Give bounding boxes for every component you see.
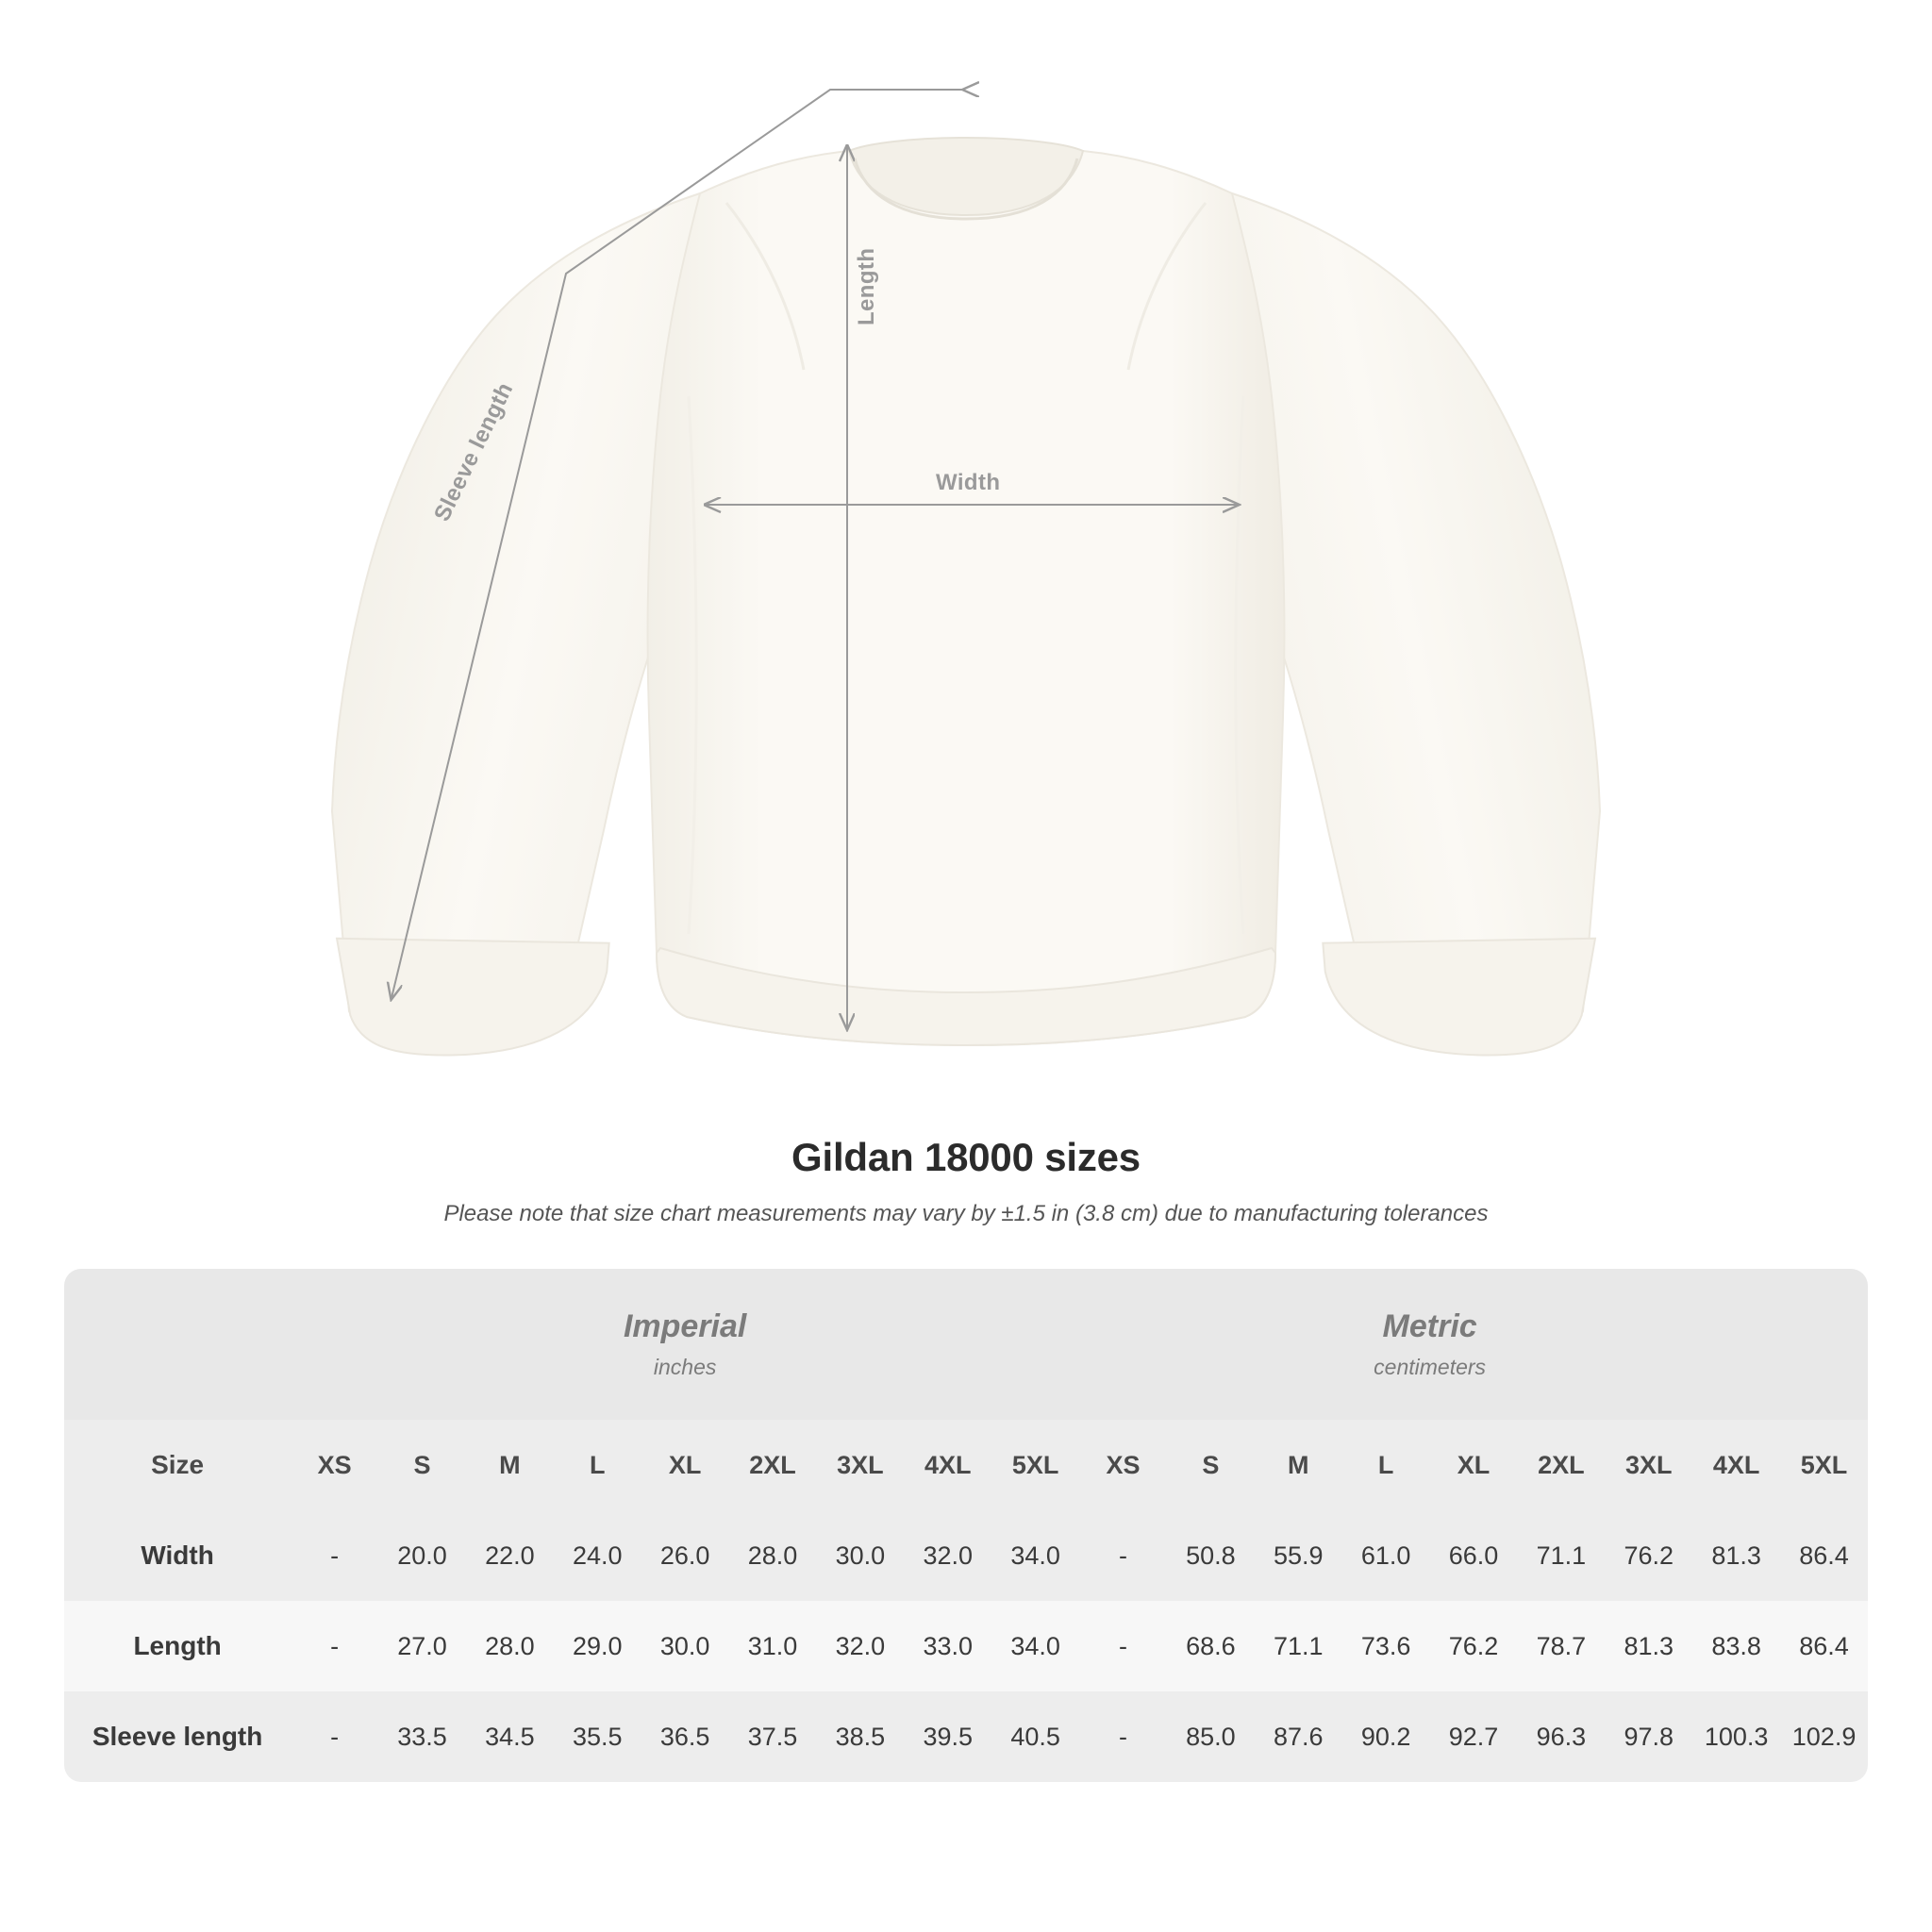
cell-length-3: 29.0 (554, 1601, 641, 1691)
width-dimension-label: Width (936, 470, 1001, 495)
header-size-4xl-imperial: 4XL (904, 1420, 991, 1510)
cell-sleeve-6: 38.5 (816, 1691, 904, 1782)
cell-width-8: 34.0 (991, 1510, 1079, 1601)
length-dimension-label: Length (854, 247, 879, 325)
table-row (64, 1691, 1868, 1782)
cell-sleeve-7: 39.5 (904, 1691, 991, 1782)
cell-width-6: 30.0 (816, 1510, 904, 1601)
header-size-3xl-imperial: 3XL (816, 1420, 904, 1510)
unit-header-row (64, 1269, 1868, 1420)
cell-width-7: 32.0 (904, 1510, 991, 1601)
cell-width-1: 20.0 (378, 1510, 466, 1601)
size-table-container (64, 1269, 1868, 1782)
cell-length-13: 76.2 (1430, 1601, 1518, 1691)
header-size-label: Size (64, 1420, 291, 1510)
row-label-sleeve-length: Sleeve length (64, 1691, 291, 1782)
cell-sleeve-13: 92.7 (1430, 1691, 1518, 1782)
page-title: Gildan 18000 sizes (791, 1135, 1141, 1179)
cell-sleeve-14: 96.3 (1517, 1691, 1605, 1782)
cell-length-14: 78.7 (1517, 1601, 1605, 1691)
table-row (64, 1601, 1868, 1691)
cell-length-2: 28.0 (466, 1601, 554, 1691)
cell-width-14: 71.1 (1517, 1510, 1605, 1601)
cell-width-5: 28.0 (729, 1510, 817, 1601)
header-size-2xl-imperial: 2XL (729, 1420, 817, 1510)
cell-width-2: 22.0 (466, 1510, 554, 1601)
unit-header-metric-end (1780, 1269, 1868, 1420)
cell-length-12: 73.6 (1342, 1601, 1430, 1691)
cell-sleeve-12: 90.2 (1342, 1691, 1430, 1782)
header-size-m-imperial: M (466, 1420, 554, 1510)
cell-sleeve-17: 102.9 (1780, 1691, 1868, 1782)
cell-width-10: 50.8 (1167, 1510, 1255, 1601)
header-size-2xl-metric: 2XL (1517, 1420, 1605, 1510)
cell-sleeve-1: 33.5 (378, 1691, 466, 1782)
cell-length-11: 71.1 (1255, 1601, 1342, 1691)
cell-sleeve-3: 35.5 (554, 1691, 641, 1782)
header-size-l-imperial: L (554, 1420, 641, 1510)
cell-sleeve-16: 100.3 (1692, 1691, 1780, 1782)
size-table (64, 1269, 1868, 1782)
cell-length-7: 33.0 (904, 1601, 991, 1691)
cell-width-16: 81.3 (1692, 1510, 1780, 1601)
cell-sleeve-15: 97.8 (1605, 1691, 1692, 1782)
cell-width-15: 76.2 (1605, 1510, 1692, 1601)
sleeve-length-dimension-label: Sleeve length (429, 378, 519, 525)
header-size-xl-metric: XL (1430, 1420, 1518, 1510)
header-size-l-metric: L (1342, 1420, 1430, 1510)
header-size-4xl-metric: 4XL (1692, 1420, 1780, 1510)
unit-header-imperial (291, 1269, 1079, 1420)
cell-length-17: 86.4 (1780, 1601, 1868, 1691)
tolerance-note: Please note that size chart measurements may vary by ±1.5 in (3.8 cm) due to manufacturing tolerances (443, 1201, 1489, 1226)
cell-length-10: 68.6 (1167, 1601, 1255, 1691)
cell-sleeve-0: - (291, 1691, 378, 1782)
cell-length-6: 32.0 (816, 1601, 904, 1691)
cell-width-12: 61.0 (1342, 1510, 1430, 1601)
cell-width-11: 55.9 (1255, 1510, 1342, 1601)
unit-header-spacer (64, 1269, 291, 1420)
row-label-length: Length (64, 1601, 291, 1691)
header-size-xs-metric: XS (1079, 1420, 1167, 1510)
header-size-xs-imperial: XS (291, 1420, 378, 1510)
header-size-5xl-imperial: 5XL (991, 1420, 1079, 1510)
sweatshirt-shape (332, 138, 1600, 1061)
cell-width-9: - (1079, 1510, 1167, 1601)
cell-sleeve-11: 87.6 (1255, 1691, 1342, 1782)
title-block (0, 1135, 1932, 1227)
table-row (64, 1510, 1868, 1601)
header-size-5xl-metric: 5XL (1780, 1420, 1868, 1510)
cell-sleeve-10: 85.0 (1167, 1691, 1255, 1782)
unit-header-metric (1079, 1269, 1780, 1420)
cell-width-17: 86.4 (1780, 1510, 1868, 1601)
cell-length-5: 31.0 (729, 1601, 817, 1691)
unit-header-imperial-sub: inches (653, 1355, 717, 1379)
unit-header-metric-sub: centimeters (1374, 1355, 1487, 1379)
header-size-s-metric: S (1167, 1420, 1255, 1510)
header-size-m-metric: M (1255, 1420, 1342, 1510)
cell-width-0: - (291, 1510, 378, 1601)
cell-length-15: 81.3 (1605, 1601, 1692, 1691)
cell-width-3: 24.0 (554, 1510, 641, 1601)
cell-sleeve-5: 37.5 (729, 1691, 817, 1782)
header-size-xl-imperial: XL (641, 1420, 729, 1510)
cell-sleeve-2: 34.5 (466, 1691, 554, 1782)
row-label-width: Width (64, 1510, 291, 1601)
cell-length-16: 83.8 (1692, 1601, 1780, 1691)
cell-length-1: 27.0 (378, 1601, 466, 1691)
cell-width-4: 26.0 (641, 1510, 729, 1601)
cell-sleeve-9: - (1079, 1691, 1167, 1782)
header-size-3xl-metric: 3XL (1605, 1420, 1692, 1510)
cell-width-13: 66.0 (1430, 1510, 1518, 1601)
unit-header-metric-title: Metric (1382, 1308, 1477, 1344)
size-header-row (64, 1420, 1868, 1510)
cell-sleeve-4: 36.5 (641, 1691, 729, 1782)
cell-length-9: - (1079, 1601, 1167, 1691)
cell-length-8: 34.0 (991, 1601, 1079, 1691)
cell-sleeve-8: 40.5 (991, 1691, 1079, 1782)
cell-length-0: - (291, 1601, 378, 1691)
cell-length-4: 30.0 (641, 1601, 729, 1691)
header-size-s-imperial: S (378, 1420, 466, 1510)
unit-header-imperial-title: Imperial (623, 1308, 747, 1344)
